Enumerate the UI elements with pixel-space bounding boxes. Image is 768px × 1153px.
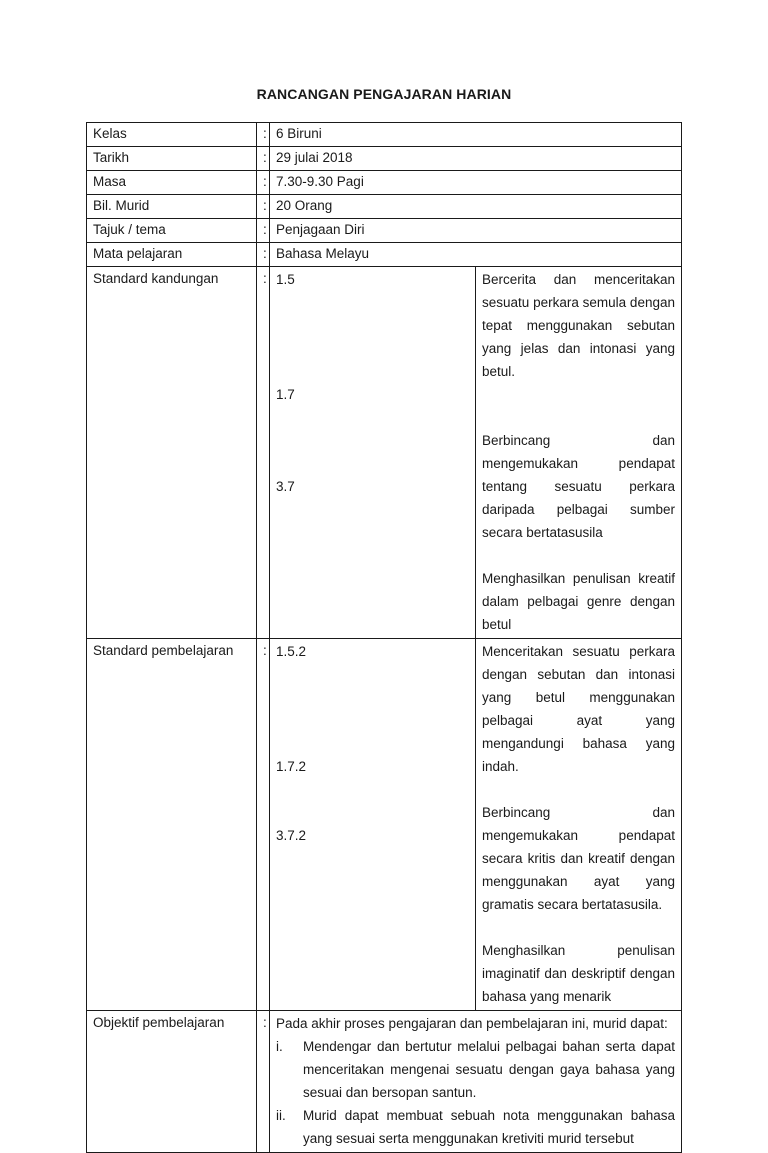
objektif-intro: Pada akhir proses pengajaran dan pembelajaran ini, murid dapat: (276, 1016, 668, 1031)
colon: : (257, 639, 270, 1011)
colon: : (257, 195, 270, 219)
sp-code: 3.7.2 (276, 828, 307, 843)
value-tarikh: 29 julai 2018 (270, 147, 682, 171)
value-mata-pelajaran: Bahasa Melayu (270, 243, 682, 267)
value-bil-murid: 20 Orang (270, 195, 682, 219)
colon: : (257, 267, 270, 639)
colon: : (257, 147, 270, 171)
sp-text: Menghasilkan penulisan imaginatif dan deskriptif dengan bahasa yang menarik (482, 943, 675, 1004)
objektif-item (276, 1035, 675, 1104)
label-objektif: Objektif pembelajaran (87, 1011, 257, 1153)
row-mata-pelajaran (87, 243, 682, 267)
label-masa: Masa (87, 171, 257, 195)
objektif-item (276, 1104, 675, 1150)
row-kelas (87, 123, 682, 147)
label-tajuk: Tajuk / tema (87, 219, 257, 243)
sk-code: 1.7 (276, 387, 295, 402)
label-mata-pelajaran: Mata pelajaran (87, 243, 257, 267)
row-bil-murid (87, 195, 682, 219)
sp-texts (476, 639, 682, 1011)
sk-texts (476, 267, 682, 639)
label-standard-pembelajaran: Standard pembelajaran (87, 639, 257, 1011)
sk-codes (270, 267, 476, 639)
colon: : (257, 123, 270, 147)
row-tajuk (87, 219, 682, 243)
sk-code: 3.7 (276, 479, 295, 494)
objektif-num: ii. (276, 1108, 286, 1123)
sk-text: Berbincang dan mengemukakan pendapat tentang sesuatu perkara daripada pelbagai sumber secara bertatasusila (482, 433, 675, 540)
row-standard-kandungan (87, 267, 682, 639)
row-objektif (87, 1011, 682, 1153)
sk-text: Menghasilkan penulisan kreatif dalam pelbagai genre dengan betul (482, 571, 675, 632)
sp-code: 1.5.2 (276, 644, 307, 659)
label-kelas: Kelas (87, 123, 257, 147)
row-masa (87, 171, 682, 195)
sk-code: 1.5 (276, 272, 295, 287)
objektif-text: Murid dapat membuat sebuah nota menggunakan bahasa yang sesuai serta menggunakan kretiviti murid tersebut (303, 1108, 675, 1146)
colon: : (257, 219, 270, 243)
objektif-num: i. (276, 1039, 283, 1054)
sk-text: Bercerita dan menceritakan sesuatu perkara semula dengan tepat menggunakan sebutan yang jelas dan intonasi yang betul. (482, 272, 675, 379)
colon: : (257, 243, 270, 267)
document-title: RANCANGAN PENGAJARAN HARIAN (256, 86, 512, 102)
row-standard-pembelajaran (87, 639, 682, 1011)
sp-code: 1.7.2 (276, 759, 307, 774)
row-tarikh (87, 147, 682, 171)
label-tarikh: Tarikh (87, 147, 257, 171)
label-bil-murid: Bil. Murid (87, 195, 257, 219)
colon: : (257, 171, 270, 195)
value-kelas: 6 Biruni (270, 123, 682, 147)
lesson-plan-table (86, 122, 682, 1153)
label-standard-kandungan: Standard kandungan (87, 267, 257, 639)
sp-codes (270, 639, 476, 1011)
sp-text: Menceritakan sesuatu perkara dengan sebutan dan intonasi yang betul menggunakan pelbagai ayat yang mengandungi bahasa yang indah. (482, 644, 675, 774)
value-masa: 7.30-9.30 Pagi (270, 171, 682, 195)
objektif-content (270, 1011, 682, 1153)
objektif-text: Mendengar dan bertutur melalui pelbagai bahan serta dapat menceritakan mengenai sesuatu dengan gaya bahasa yang sesuai dan bersopan santun. (303, 1039, 675, 1100)
colon: : (257, 1011, 270, 1153)
sp-text: Berbincang dan mengemukakan pendapat secara kritis dan kreatif dengan menggunakan ayat yang gramatis secara bertatasusila. (482, 805, 675, 912)
value-tajuk: Penjagaan Diri (270, 219, 682, 243)
